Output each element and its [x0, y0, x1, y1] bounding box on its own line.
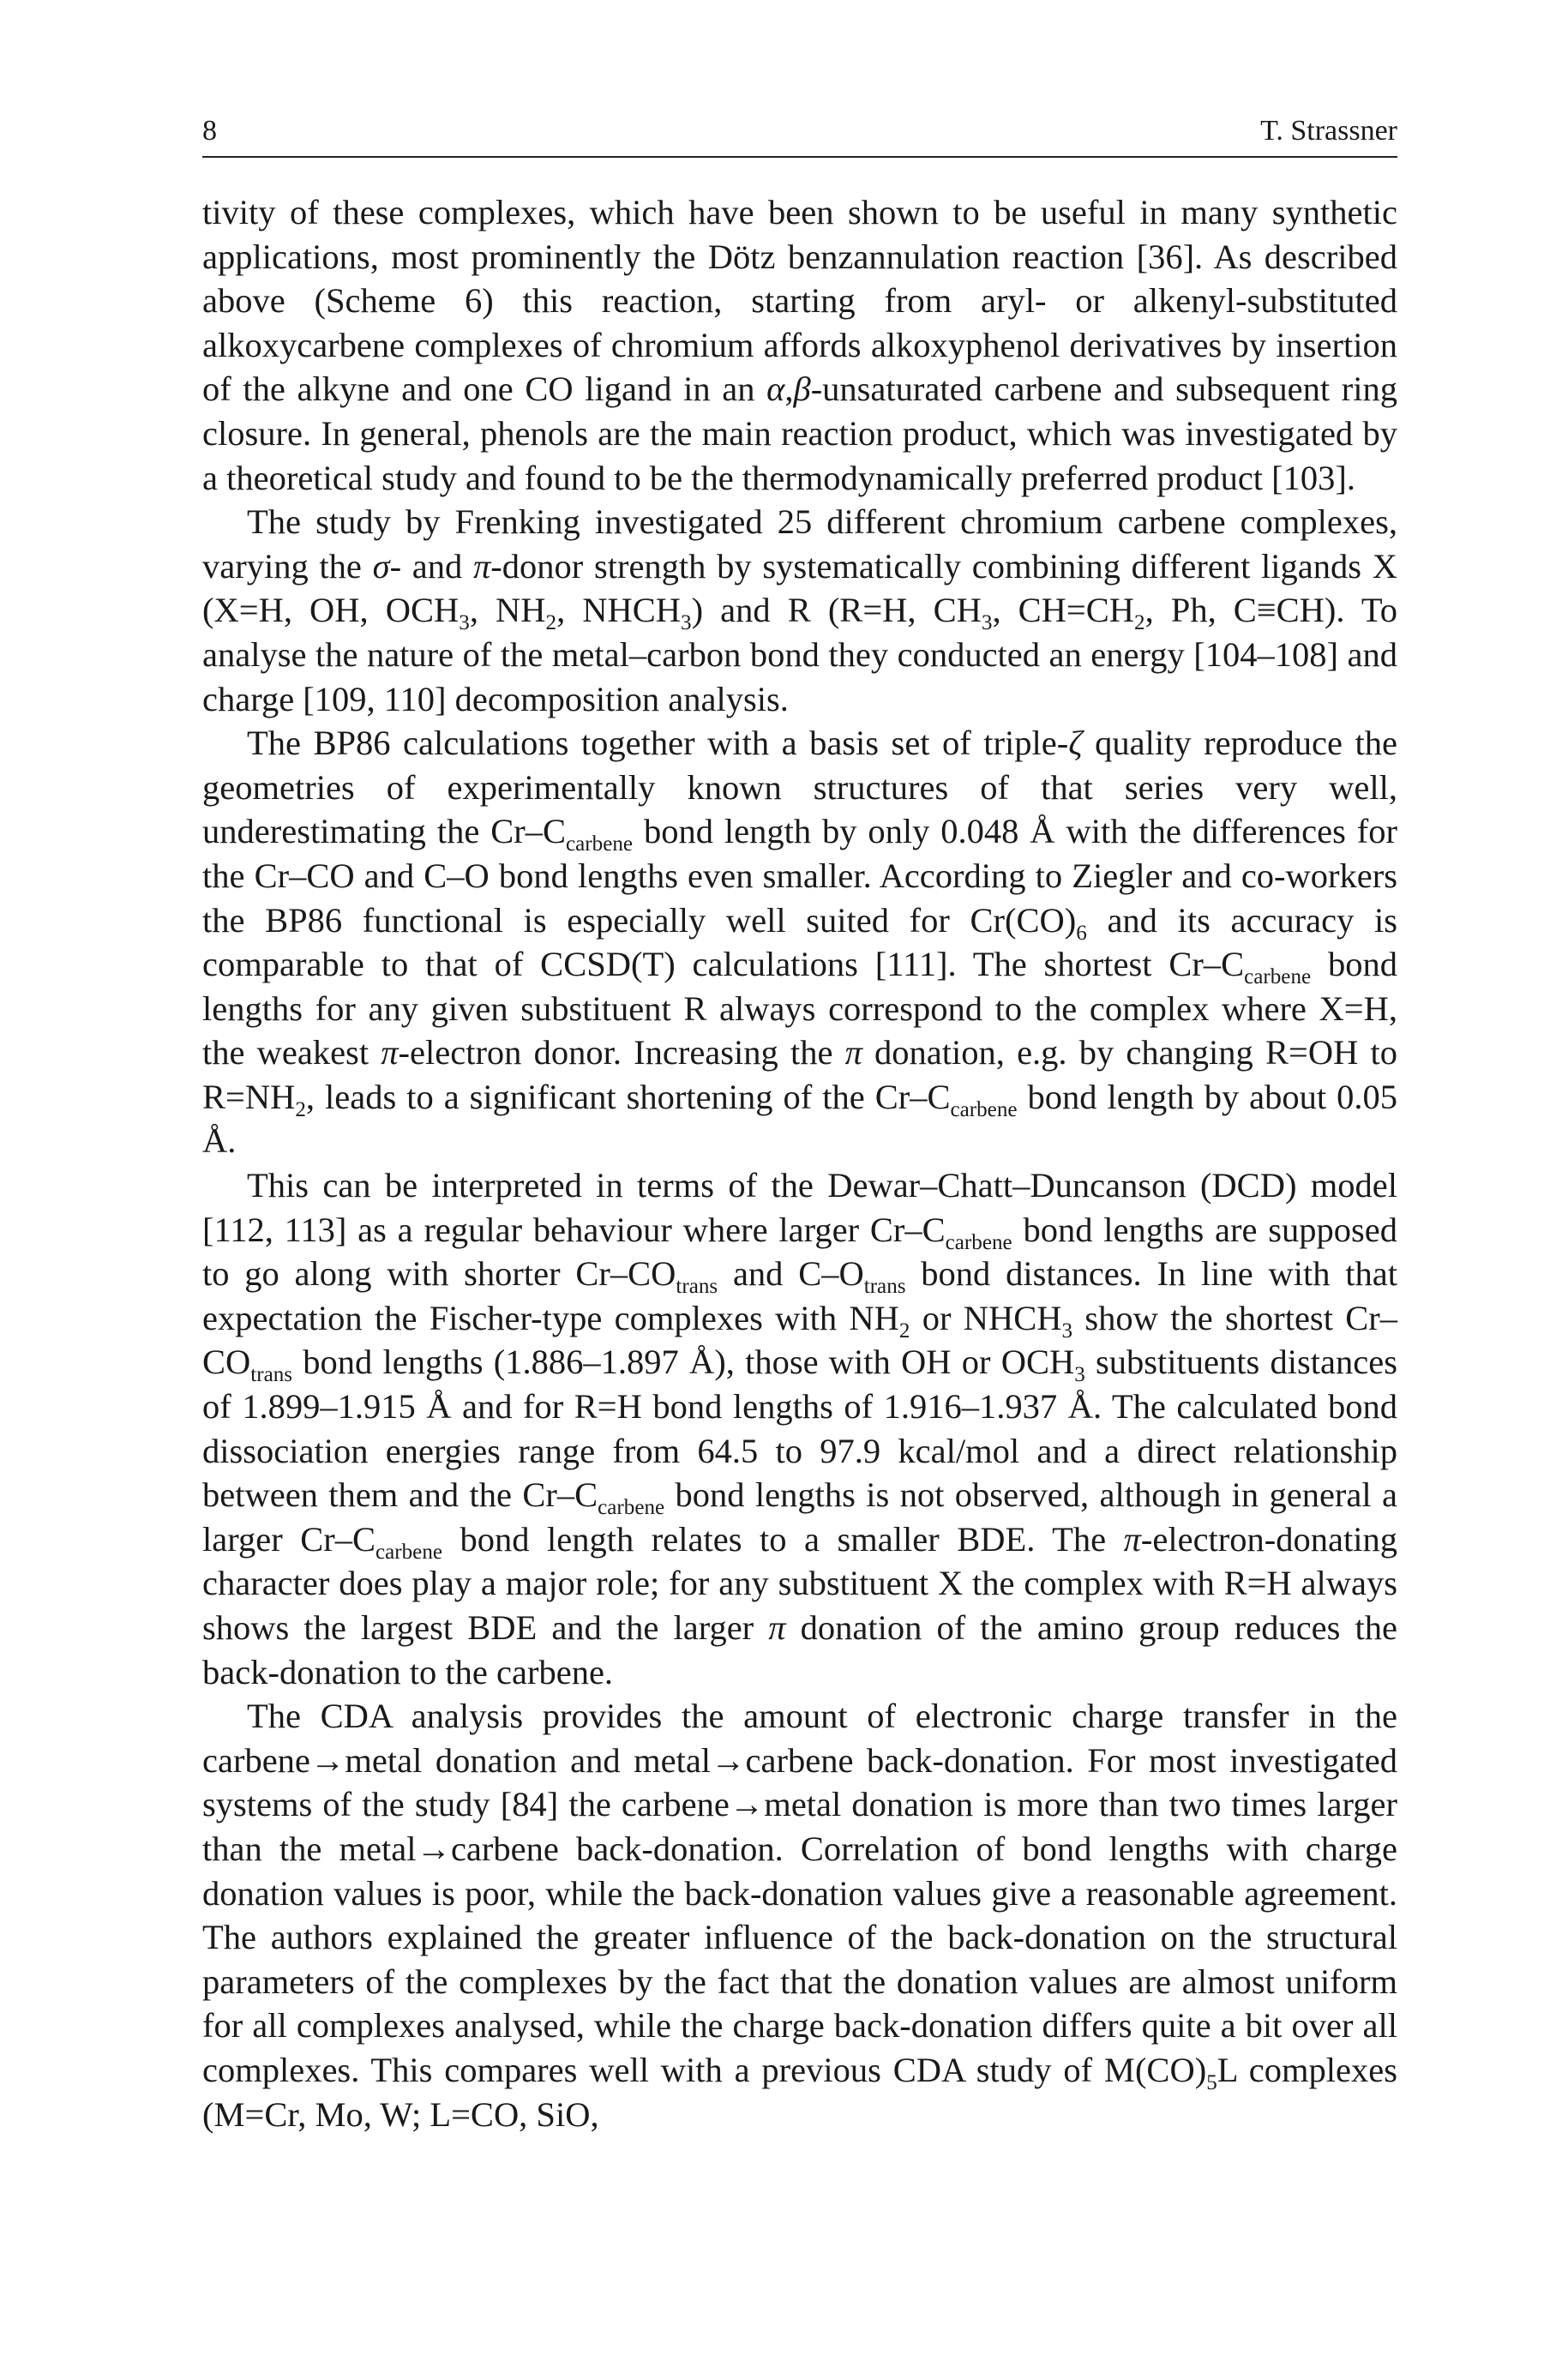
running-header	[202, 111, 1397, 158]
paragraph-3: The BP86 calculations together with a basis set of triple-ζ quality reproduce the geometries of experimentally known structures of that series very well, underestimating the $Cr-C_{carbene}$ bond length by only 0.048 Å with the differences for the Cr–CO and C–O bond lengths even smaller. According to Ziegler and co-workers the BP86 functional is especially well suited for $Cr(CO)_6$ and its accuracy is comparable to that of CCSD(T) calculations [111]. The shortest $Cr-C_{carbene}$ bond lengths for any given substituent R always correspond to the complex where X=H, the weakest π-electron donor. Increasing the π donation, e.g. by changing R=OH to $R=NH_2$, leads to a significant shortening of the $Cr-C_{carbene}$ bond length by about 0.05 Å.	[202, 724, 1397, 1161]
running-author: T. Strassner	[1260, 115, 1397, 147]
paragraph-5: The CDA analysis provides the amount of electronic charge transfer in the carbene→metal donation and metal→carbene back-donation. For most investigated systems of the study [84] the carbene→metal donation is more than two times larger than the metal→carbene back-donation. Correlation of bond lengths with charge donation values is poor, while the back-donation values give a reasonable agreement. The authors explained the greater influence of the back-donation on the structural parameters of the complexes by the fact that the donation values are almost uniform for all complexes analysed, while the charge back-donation differs quite a bit over all complexes. This compares well with a previous CDA study of $M(CO)_5L$ complexes (M=Cr, Mo, W; L=CO, SiO,	[202, 1697, 1398, 2134]
paragraph-4: This can be interpreted in terms of the Dewar–Chatt–Duncanson (DCD) model [112, 113] as a regular behaviour where larger $Cr-C_{carbene}$ bond lengths are supposed to go along with shorter $Cr-CO_{trans}$ and $C-O_{trans}$ bond distances. In line with that expectation the Fischer-type complexes with $NH_2$ or $NHCH_3$ show the shortest $Cr-CO_{trans}$ bond lengths (1.886–1.897 Å), those with OH or $OCH_3$ substituents distances of 1.899–1.915 Å and for R=H bond lengths of 1.916–1.937 Å. The calculated bond dissociation energies range from 64.5 to 97.9 kcal/mol and a direct relationship between them and the $Cr-C_{carbene}$ bond lengths is not observed, although in general a larger $Cr-C_{carbene}$ bond length relates to a smaller BDE. The π-electron-donating character does play a major role; for any substituent X the complex with R=H always shows the largest BDE and the larger π donation of the amino group reduces the back-donation to the carbene.	[202, 1166, 1397, 1691]
body-text	[202, 190, 1397, 2136]
paragraph-2: The study by Frenking investigated 25 different chromium carbene complexes, varying the σ- and π-donor strength by systematically combining different ligands X (X=H, OH, $OCH_3$, $NH_2$, $NHCH_3$) and R (R=H, $CH_3$, $CH=CH_2$, Ph, C≡CH). To analyse the nature of the metal–carbon bond they conducted an energy [104–108] and charge [109, 110] decomposition analysis.	[202, 502, 1398, 718]
paragraph-1: tivity of these complexes, which have been shown to be useful in many synthetic applications, most prominently the Dötz benzannulation reaction [36]. As described above (Scheme 6) this reaction, starting from aryl- or alkenyl-substituted alkoxycarbene complexes of chromium affords alkoxyphenol derivatives by insertion of the alkyne and one CO ligand in an α,β-unsaturated carbene and subsequent ring closure. In general, phenols are the main reaction product, which was investigated by a theoretical study and found to be the thermodynamically preferred product [103].	[202, 193, 1398, 497]
page-number: 8	[202, 115, 217, 147]
